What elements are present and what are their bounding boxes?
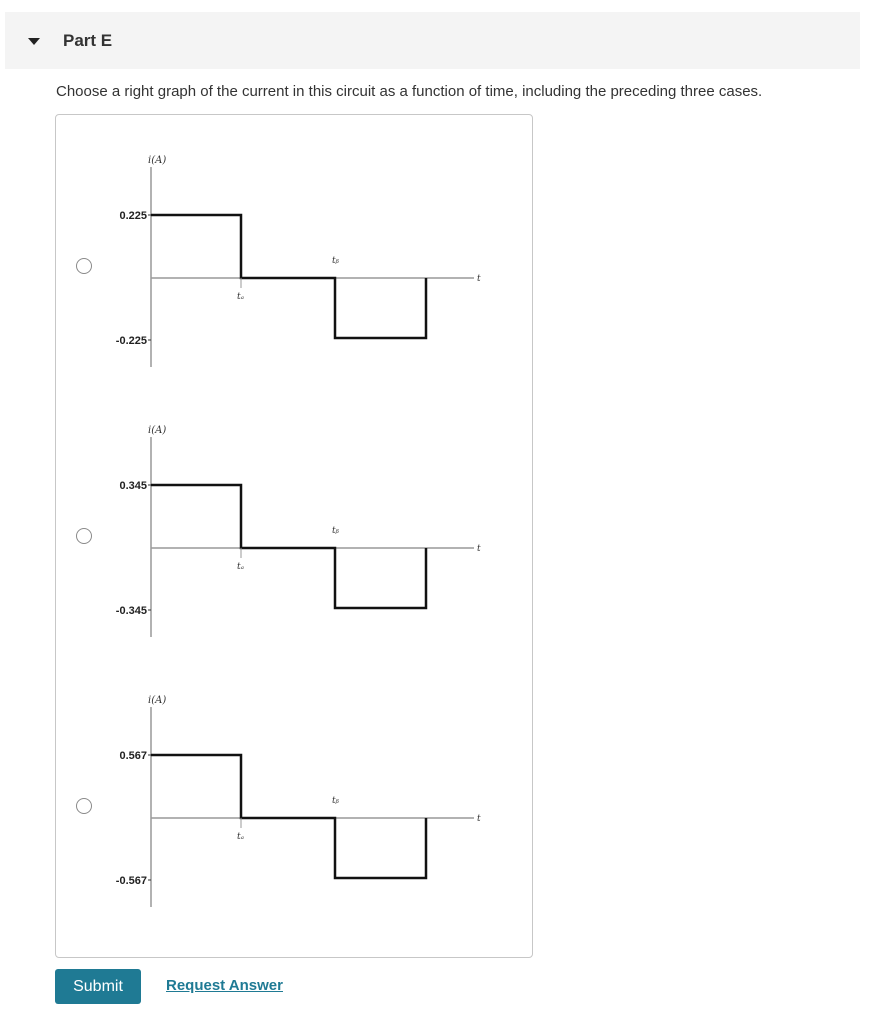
current-graph-option-3 — [96, 685, 516, 915]
tb-label: tᵦ — [332, 526, 339, 536]
current-trace — [151, 215, 426, 338]
part-header[interactable] — [5, 12, 860, 69]
question-prompt: Choose a right graph of the current in this circuit as a function of time, including the preceding three cases. — [56, 83, 763, 100]
negative-value-label: -0.225 — [115, 335, 147, 347]
negative-value-label: -0.567 — [115, 875, 147, 887]
answer-option-1[interactable] — [56, 115, 532, 385]
tb-label: tᵦ — [332, 256, 339, 266]
t-axis-label: t — [477, 274, 481, 284]
part-title: Part E — [63, 31, 113, 50]
request-answer-link[interactable]: Request Answer — [166, 977, 283, 994]
y-axis-label: i(A) — [148, 425, 167, 436]
ta-label: tₐ — [237, 832, 244, 842]
t-axis-label: t — [477, 544, 481, 554]
answer-option-2[interactable] — [56, 385, 532, 655]
current-trace — [151, 485, 426, 608]
positive-value-label: 0.225 — [119, 210, 147, 222]
answer-option-3[interactable] — [56, 655, 532, 925]
t-axis-label: t — [477, 814, 481, 824]
current-graph-option-1 — [96, 145, 516, 375]
ta-label: tₐ — [237, 292, 244, 302]
radio-button-option-2[interactable] — [76, 528, 92, 544]
positive-value-label: 0.345 — [119, 480, 147, 492]
submit-button[interactable]: Submit — [55, 969, 141, 1004]
ta-label: tₐ — [237, 562, 244, 572]
positive-value-label: 0.567 — [119, 750, 147, 762]
caret-down-icon[interactable] — [27, 34, 41, 48]
y-axis-label: i(A) — [148, 695, 167, 706]
radio-button-option-1[interactable] — [76, 258, 92, 274]
negative-value-label: -0.345 — [115, 605, 147, 617]
radio-button-option-3[interactable] — [76, 798, 92, 814]
current-graph-option-2 — [96, 415, 516, 645]
tb-label: tᵦ — [332, 796, 339, 806]
y-axis-label: i(A) — [148, 155, 167, 166]
answer-options — [55, 114, 533, 958]
current-trace — [151, 755, 426, 878]
